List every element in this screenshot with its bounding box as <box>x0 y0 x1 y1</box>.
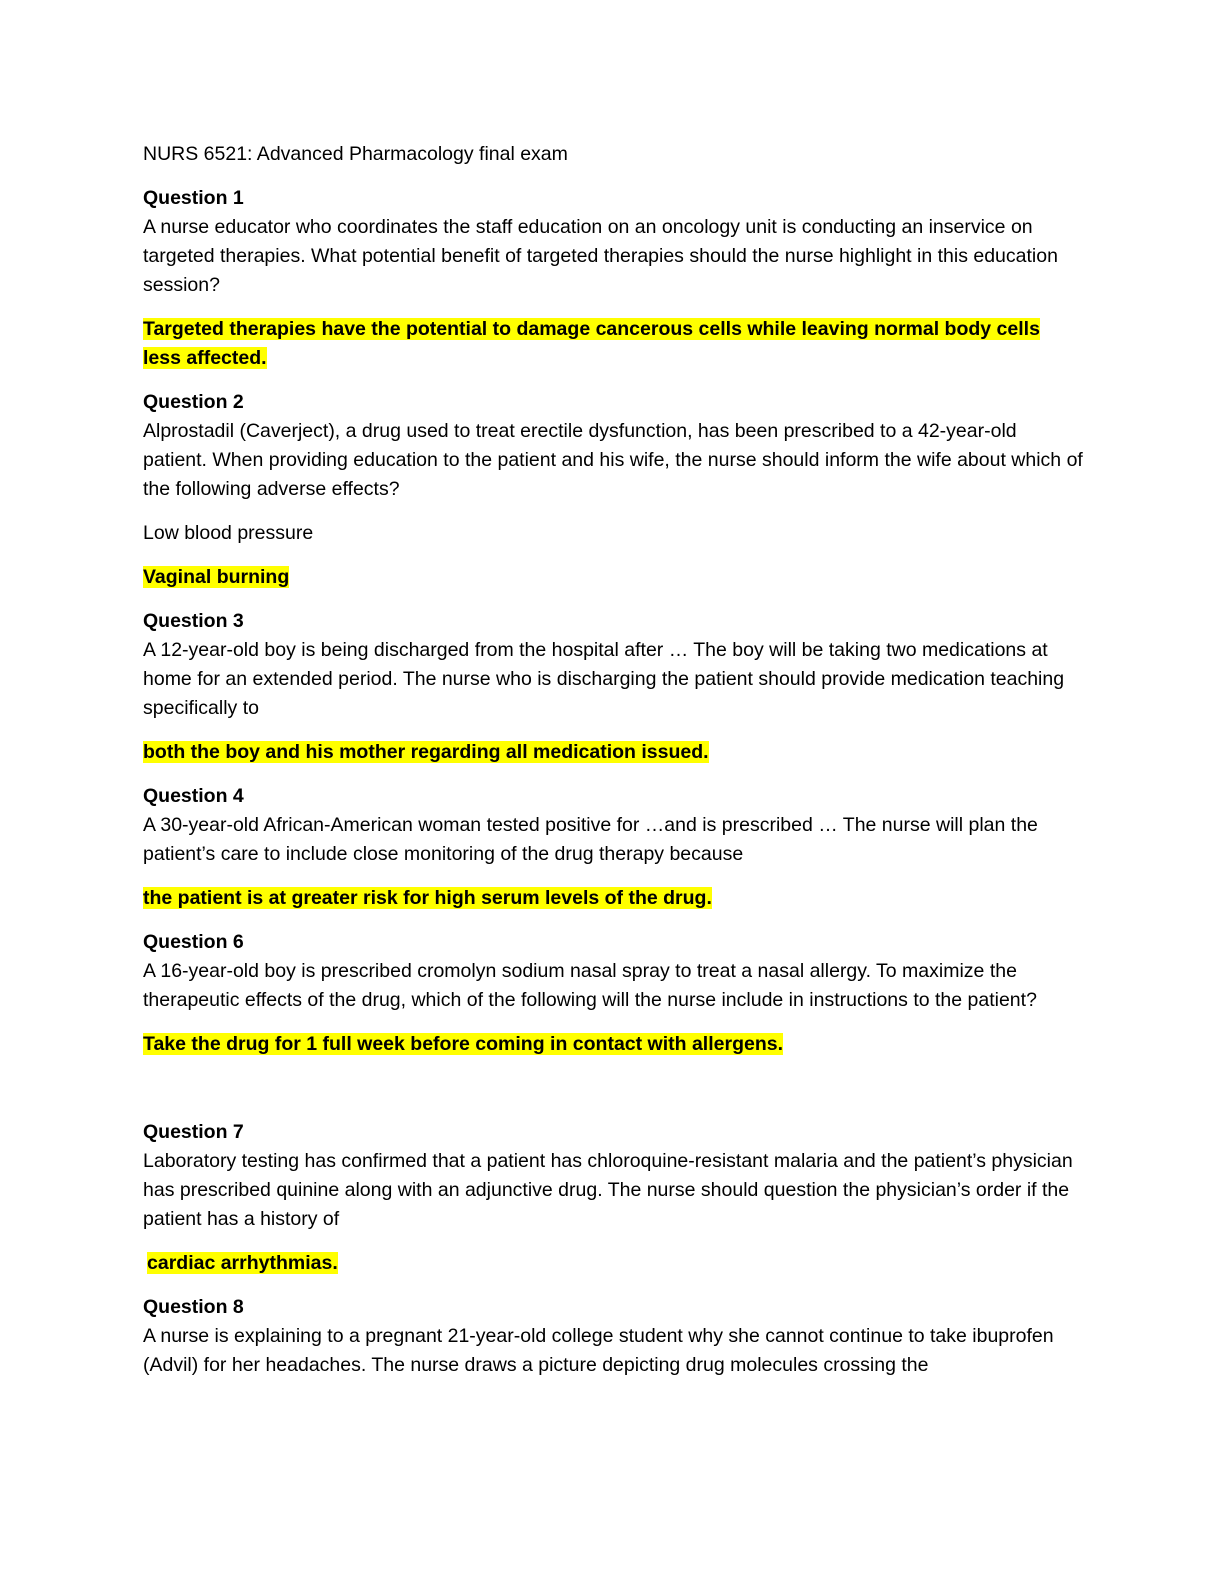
question-heading: Question 3 <box>143 610 244 632</box>
question-text: A 30-year-old African-American woman tested positive for …and is prescribed … The nurse will plan the patient’s care to include close monitoring of the drug therapy because <box>143 814 1038 865</box>
highlighted-answer <box>143 738 1083 767</box>
blank-line-spacer <box>143 1074 1083 1118</box>
question-text: Alprostadil (Caverject), a drug used to treat erectile dysfunction, has been prescribed to a 42-year-old patient. When providing education to the patient and his wife, the nurse should inform the wife about which of the following adverse effects? <box>143 420 1083 500</box>
question-text: A nurse educator who coordinates the staff education on an oncology unit is conducting an inservice on targeted therapies. What potential benefit of targeted therapies should the nurse highlight in this education session? <box>143 216 1058 296</box>
answer-text: both the boy and his mother regarding all medication issued. <box>143 741 709 763</box>
question-6 <box>143 928 1083 1059</box>
highlighted-answer <box>143 1030 1083 1059</box>
question-3 <box>143 607 1083 767</box>
question-2 <box>143 388 1083 592</box>
question-4 <box>143 782 1083 913</box>
document-page <box>143 140 1083 1395</box>
answer-text: cardiac arrhythmias. <box>147 1252 338 1274</box>
question-text: Laboratory testing has confirmed that a patient has chloroquine-resistant malaria and the patient’s physician has prescribed quinine along with an adjunctive drug. The nurse should question the physician’s order if the patient has a history of <box>143 1150 1073 1230</box>
answer-option: Low blood pressure <box>143 522 314 544</box>
question-text: A 16-year-old boy is prescribed cromolyn sodium nasal spray to treat a nasal allergy. To maximize the therapeutic effects of the drug, which of the following will the nurse include in instructions to the patient? <box>143 960 1037 1011</box>
question-heading: Question 8 <box>143 1296 244 1318</box>
question-1 <box>143 184 1083 373</box>
question-heading: Question 6 <box>143 931 244 953</box>
question-8 <box>143 1293 1083 1380</box>
question-heading: Question 4 <box>143 785 244 807</box>
question-heading: Question 1 <box>143 187 244 209</box>
question-heading: Question 7 <box>143 1121 244 1143</box>
answer-text: the patient is at greater risk for high serum levels of the drug. <box>143 887 712 909</box>
highlighted-answer <box>143 315 1083 373</box>
highlighted-answer <box>143 1249 1083 1278</box>
question-heading: Question 2 <box>143 391 244 413</box>
question-text: A nurse is explaining to a pregnant 21-year-old college student why she cannot continue to take ibuprofen (Advil) for her headaches. The nurse draws a picture depicting drug molecules crossing the <box>143 1325 1054 1376</box>
highlighted-answer <box>143 884 1083 913</box>
answer-text: Vaginal burning <box>143 566 290 588</box>
question-7 <box>143 1118 1083 1278</box>
answer-text: Targeted therapies have the potential to damage cancerous cells while leaving normal body cells less affected. <box>143 318 1040 369</box>
highlighted-answer <box>143 563 1083 592</box>
document-title: NURS 6521: Advanced Pharmacology final exam <box>143 143 568 165</box>
answer-text: Take the drug for 1 full week before coming in contact with allergens. <box>143 1033 784 1055</box>
question-text: A 12-year-old boy is being discharged from the hospital after … The boy will be taking two medications at home for an extended period. The nurse who is discharging the patient should provide medication teaching specifically to <box>143 639 1065 719</box>
